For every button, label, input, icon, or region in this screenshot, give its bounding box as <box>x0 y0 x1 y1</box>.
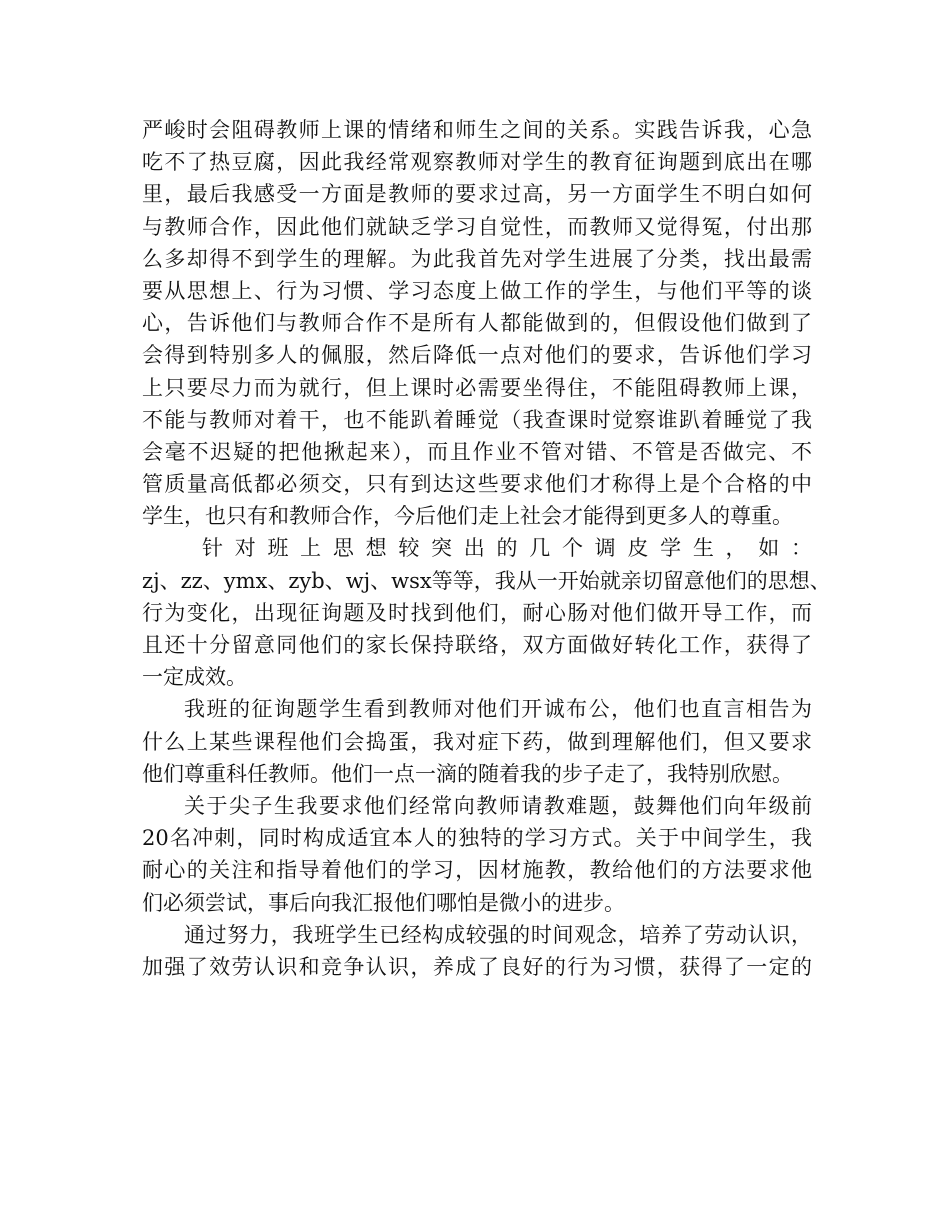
text-line: 吃不了热豆腐，因此我经常观察教师对学生的教育征询题到底出在哪 <box>142 150 812 175</box>
text-line: 会得到特别多人的佩服，然后降低一点对他们的要求，告诉他们学习 <box>142 343 812 368</box>
text-line: 关于尖子生我要求他们经常向教师请教难题，鼓舞他们向年级前 <box>184 793 812 818</box>
text-line: 心，告诉他们与教师合作不是所有人都能做到的，但假设他们做到了 <box>142 311 812 336</box>
text-line: 里，最后我感受一方面是教师的要求过高，另一方面学生不明白如何 <box>142 182 812 207</box>
text-line: 与教师合作，因此他们就缺乏学习自觉性，而教师又觉得冤，付出那 <box>142 214 812 239</box>
text-line: 严峻时会阻碍教师上课的情绪和师生之间的关系。实践告诉我，心急 <box>142 118 812 142</box>
text-line: 么多却得不到学生的理解。为此我首先对学生进展了分类，找出最需 <box>142 246 812 271</box>
text-line: 行为变化，出现征询题及时找到他们，耐心肠对他们做开导工作，而 <box>142 600 812 625</box>
text-line: 他们尊重科任教师。他们一点一滴的随着我的步子走了，我特别欣慰。 <box>142 761 793 786</box>
text-line: 会毫不迟疑的把他揪起来），而且作业不管对错、不管是否做完、不 <box>142 439 812 464</box>
text-line: 不能与教师对着干，也不能趴着睡觉（我查课时觉察谁趴着睡觉了我 <box>142 407 812 432</box>
text-line: 且还十分留意同他们的家长保持联络，双方面做好转化工作，获得了 <box>142 633 812 657</box>
text-line: 加强了效劳认识和竞争认识，养成了良好的行为习惯，获得了一定的 <box>142 954 812 979</box>
text-line: 管质量高低都必须交，只有到达这些要求他们才称得上是个合格的中 <box>142 472 812 497</box>
text-line: 针对班上思想较突出的几个调皮学生，如： <box>202 536 812 561</box>
text-line: zj、zz、ymx、zyb、wj、wsx等等，我从一开始就亲切留意他们的思想、 <box>142 568 831 593</box>
text-line: 一定成效。 <box>142 665 247 690</box>
text-line: 们必须尝试，事后向我汇报他们哪怕是微小的进步。 <box>142 890 625 915</box>
text-line: 要从思想上、行为习惯、学习态度上做工作的学生，与他们平等的谈 <box>142 278 812 303</box>
text-line: 什么上某些课程他们会捣蛋，我对症下药，做到理解他们，但又要求 <box>142 729 812 754</box>
text-line: 耐心的关注和指导着他们的学习，因材施教，教给他们的方法要求他 <box>142 858 812 883</box>
text-line: 20名冲刺，同时构成适宜本人的独特的学习方式。关于中间学生，我 <box>142 826 812 851</box>
text-line: 通过努力，我班学生已经构成较强的时间观念，培养了劳动认识， <box>184 922 812 947</box>
text-line: 学生，也只有和教师合作，今后他们走上社会才能得到更多人的尊重。 <box>142 504 793 529</box>
text-line: 上只要尽力而为就行，但上课时必需要坐得住，不能阻碍教师上课， <box>142 375 812 400</box>
text-line: 我班的征询题学生看到教师对他们开诚布公，他们也直言相告为 <box>184 697 812 722</box>
body-text <box>142 114 831 983</box>
